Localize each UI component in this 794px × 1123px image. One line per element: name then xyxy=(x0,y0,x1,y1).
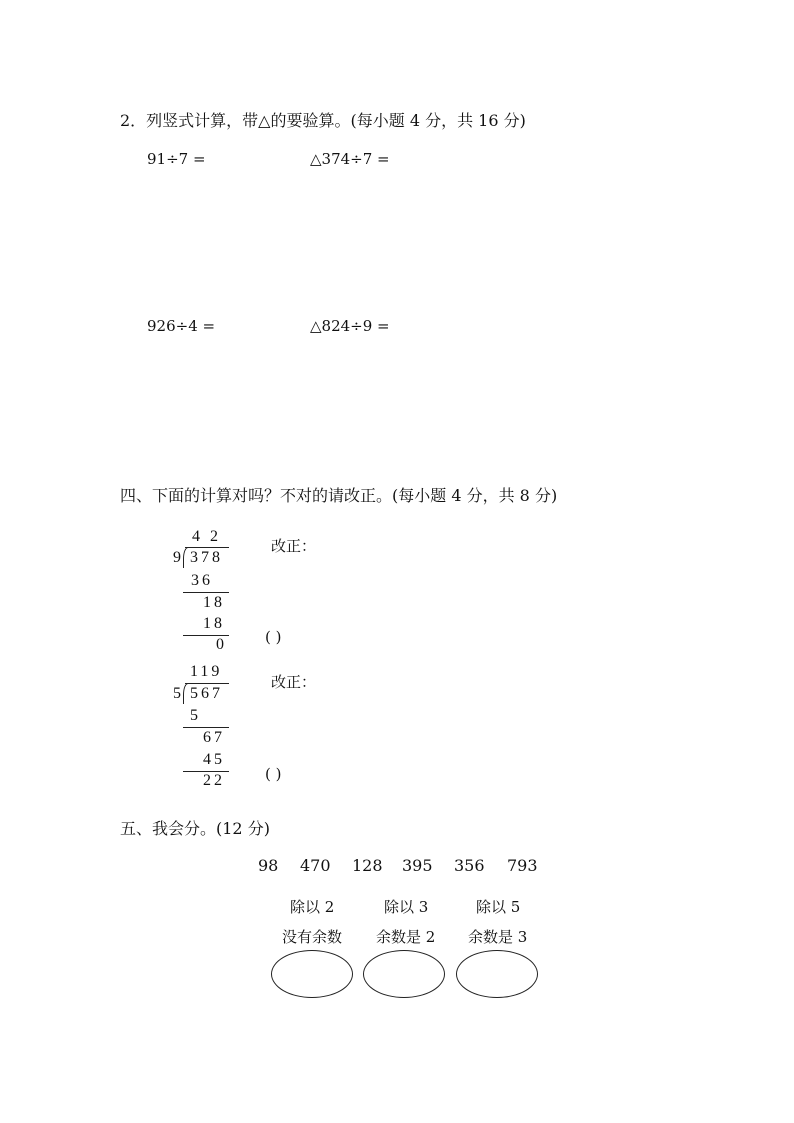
answer-oval-3[interactable] xyxy=(456,950,538,998)
answer-oval-2[interactable] xyxy=(363,950,445,998)
quotient: 119 xyxy=(190,663,223,680)
group-1-line2: 没有余数 xyxy=(282,928,343,946)
section-2-title: 2．列竖式计算，带△的要验算。(每小题 4 分，共 16 分) xyxy=(120,111,526,130)
group-2-line2: 余数是 2 xyxy=(376,928,436,946)
step-line xyxy=(183,727,229,728)
number-item: 356 xyxy=(454,856,485,875)
answer-paren[interactable]: ( ) xyxy=(265,628,282,646)
step-product: 5 xyxy=(190,707,201,724)
division-bracket xyxy=(183,683,188,704)
number-item: 128 xyxy=(352,856,383,875)
group-3-line2: 余数是 3 xyxy=(468,928,528,946)
step-product: 36 xyxy=(191,572,213,589)
answer-paren[interactable]: ( ) xyxy=(265,765,282,783)
correction-label: 改正： xyxy=(271,673,317,691)
section-5-title: 五、我会分。(12 分) xyxy=(120,819,270,838)
divisor: 5 xyxy=(173,685,184,702)
step-remainder: 67 xyxy=(203,729,225,746)
dividend: 567 xyxy=(190,685,223,702)
problem-824-div-9: △824÷9 = xyxy=(310,317,390,335)
division-bar xyxy=(185,547,229,548)
problem-91-div-7: 91÷7 = xyxy=(147,150,206,168)
quotient: 4 2 xyxy=(192,528,221,545)
step-product: 45 xyxy=(203,751,225,768)
divisor: 9 xyxy=(173,549,184,566)
dividend: 378 xyxy=(190,549,223,566)
step-product: 18 xyxy=(203,615,225,632)
problem-374-div-7: △374÷7 = xyxy=(310,150,390,168)
section-4-title: 四、下面的计算对吗？不对的请改正。(每小题 4 分，共 8 分) xyxy=(120,486,558,505)
step-remainder: 18 xyxy=(203,594,225,611)
final-remainder: 0 xyxy=(216,636,227,653)
correction-label: 改正： xyxy=(271,537,317,555)
problem-926-div-4: 926÷4 = xyxy=(147,317,216,335)
division-bar xyxy=(185,683,229,684)
number-item: 470 xyxy=(300,856,331,875)
group-2-line1: 除以 3 xyxy=(384,898,429,916)
step-line xyxy=(183,592,229,593)
group-3-line1: 除以 5 xyxy=(476,898,521,916)
group-1-line1: 除以 2 xyxy=(290,898,335,916)
answer-oval-1[interactable] xyxy=(271,950,353,998)
number-item: 98 xyxy=(258,856,279,875)
number-item: 395 xyxy=(402,856,433,875)
final-remainder: 22 xyxy=(203,772,225,789)
number-item: 793 xyxy=(507,856,538,875)
division-bracket xyxy=(183,547,188,568)
